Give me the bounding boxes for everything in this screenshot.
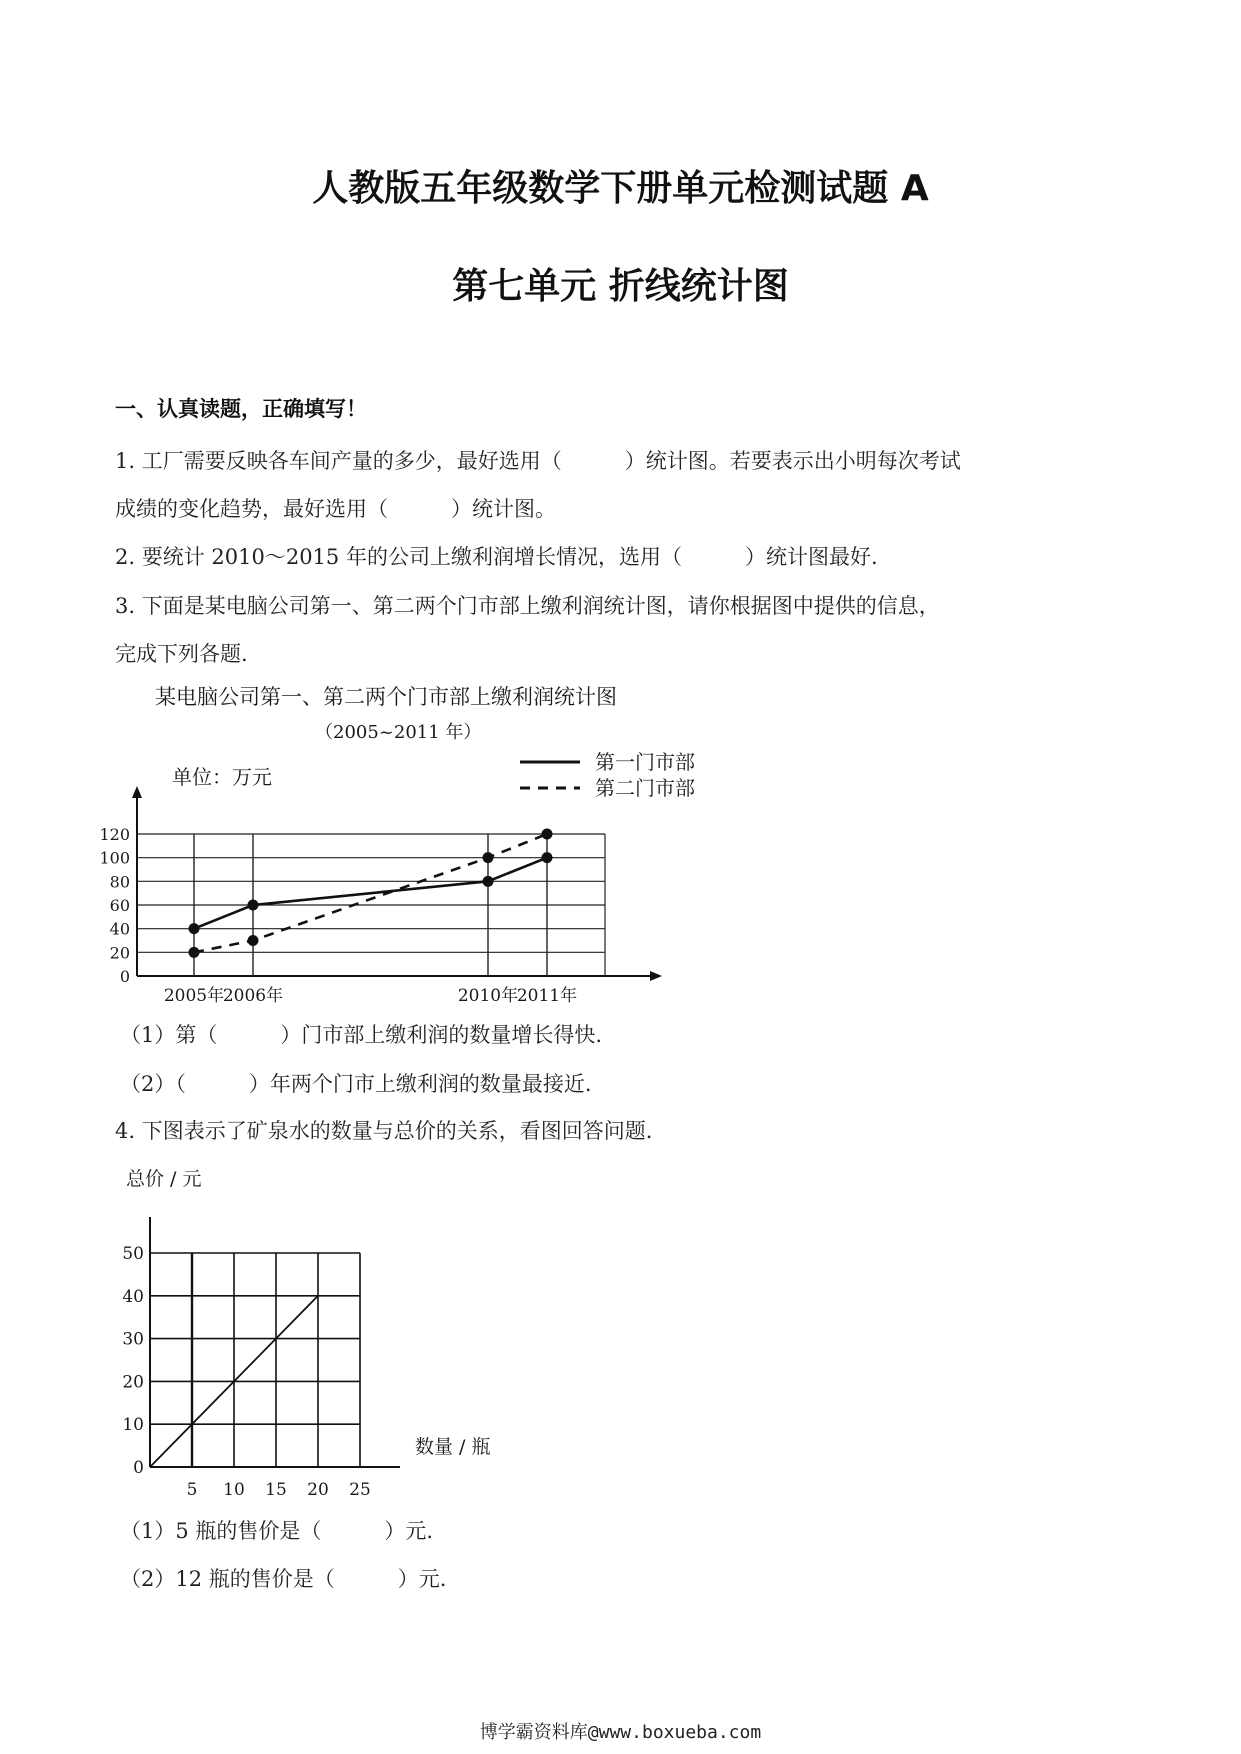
chart1-ytick-label: 80 <box>109 872 130 892</box>
price-line-chart <box>120 1155 520 1500</box>
chart1-ylabel: 单位：万元 <box>172 765 272 789</box>
section-heading: 一、认真读题，正确填写！ <box>115 397 367 421</box>
question-3-line-1: 3. 下面是某电脑公司第一、第二两个门市部上缴利润统计图，请你根据图中提供的信息， <box>115 594 940 618</box>
profit-line-chart <box>99 676 760 1016</box>
chart1-subtitle: （2005~2011 年） <box>315 722 482 743</box>
footer-watermark: 博学霸资料库@www.boxueba.com <box>479 1722 762 1743</box>
legend-label-1: 第一门市部 <box>595 750 695 774</box>
chart1-ytick-label: 0 <box>119 967 130 986</box>
chart1-x-axis-arrow <box>650 971 662 981</box>
chart2-xtick-label: 20 <box>307 1480 329 1500</box>
chart1-ytick-label: 40 <box>109 919 130 939</box>
question-1-line-1: 1. 工厂需要反映各车间产量的多少，最好选用（ ）统计图。若要表示出小明每次考试 <box>115 449 961 473</box>
chart2-ytick-label: 0 <box>133 1458 144 1478</box>
chart2-xlabel: 数量 / 瓶 <box>415 1436 491 1458</box>
unit-subtitle: 第七单元 折线统计图 <box>452 266 789 307</box>
chart1-data-point <box>248 900 259 911</box>
chart2-ytick-label: 30 <box>122 1329 144 1350</box>
chart1-xtick-label: 2010年 <box>457 986 519 1006</box>
chart2-xtick-label: 5 <box>186 1480 198 1500</box>
chart1-data-point <box>542 852 553 863</box>
chart2-ylabel: 总价 / 元 <box>126 1168 202 1190</box>
question-3-sub-2: （2）（ ）年两个门市上缴利润的数量最接近. <box>120 1072 592 1096</box>
chart1-xtick-label: 2005年 <box>163 986 225 1006</box>
chart1-data-point <box>248 935 259 946</box>
chart1-y-axis-arrow <box>132 786 142 798</box>
chart1-series-line <box>194 858 547 929</box>
chart1-data-point <box>483 876 494 887</box>
chart1-data-point <box>483 852 494 863</box>
document-title: 人教版五年级数学下册单元检测试题 A <box>312 168 929 209</box>
chart1-ytick-label: 20 <box>109 943 130 963</box>
chart1-ytick-label: 120 <box>99 825 130 844</box>
question-4-sub-2: （2）12 瓶的售价是（ ）元. <box>120 1567 447 1591</box>
chart1-ytick-label: 100 <box>99 848 130 868</box>
question-1-line-2: 成绩的变化趋势，最好选用（ ）统计图。 <box>115 497 556 521</box>
chart2-ytick-label: 20 <box>122 1372 144 1393</box>
chart1-xtick-label: 2006年 <box>222 986 284 1006</box>
chart2-xtick-label: 15 <box>265 1480 287 1500</box>
chart2-xtick-label: 10 <box>223 1480 245 1500</box>
chart1-ytick-label: 60 <box>109 896 130 915</box>
legend-label-2: 第二门市部 <box>595 776 695 800</box>
chart1-data-point <box>542 829 553 840</box>
chart2-ytick-label: 10 <box>122 1415 144 1436</box>
chart1-title: 某电脑公司第一、第二两个门市部上缴利润统计图 <box>155 685 617 709</box>
chart1-xtick-label: 2011年 <box>516 986 578 1006</box>
question-4-sub-1: （1）5 瓶的售价是（ ）元. <box>120 1519 434 1543</box>
chart2-ytick-label: 50 <box>122 1244 144 1264</box>
chart2-xtick-label: 25 <box>349 1480 371 1500</box>
chart1-data-point <box>189 923 200 934</box>
chart1-data-point <box>189 947 200 958</box>
question-4: 4. 下图表示了矿泉水的数量与总价的关系，看图回答问题. <box>115 1119 653 1143</box>
question-3-line-2: 完成下列各题. <box>115 642 248 666</box>
question-2: 2. 要统计 2010～2015 年的公司上缴利润增长情况，选用（ ）统计图最好. <box>115 545 878 569</box>
chart2-ytick-label: 40 <box>122 1286 144 1307</box>
question-3-sub-1: （1）第（ ）门市部上缴利润的数量增长得快. <box>120 1023 603 1047</box>
